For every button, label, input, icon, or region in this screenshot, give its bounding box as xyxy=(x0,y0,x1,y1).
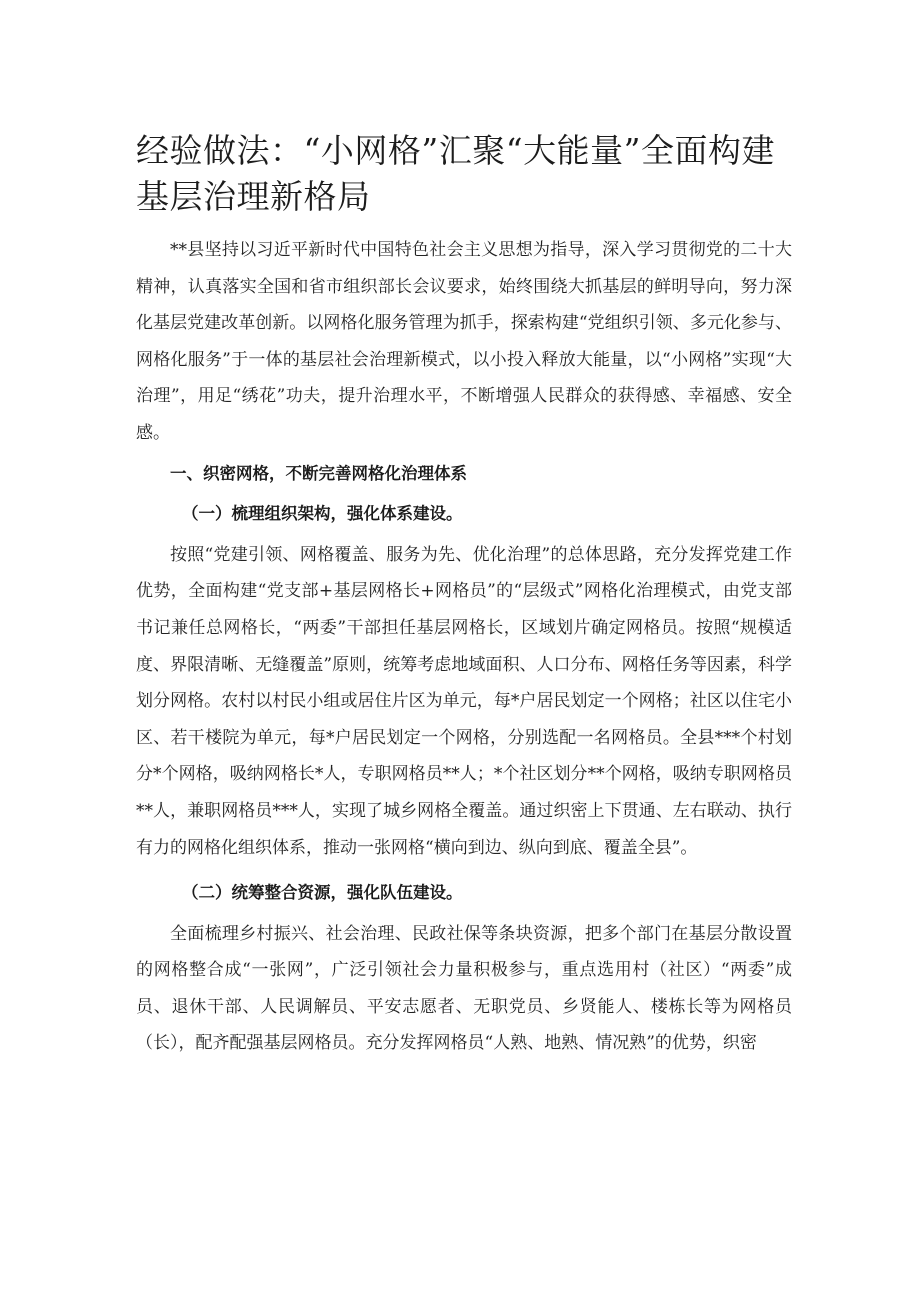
subsection-heading-2: （二）统筹整合资源，强化队伍建设。 xyxy=(182,883,463,903)
subsection-paragraph-1: 按照“党建引领、网格覆盖、服务为先、优化治理”的总体思路，充分发挥党建工作优势，全面构建“党支部+基层网格长+网格员”的“层级式”网格化治理模式，由党支部书记兼任总网格长，“两委”干部担任基层网格长，区域划片确定网格员。按照“规模适度、界限清晰、无缝覆盖”原则，统筹考虑地域面积、人口分布、网格任务等因素，科学划分网格。农村以村民小组或居住片区为单元，每*户居民划定一个网格；社区以住宅小区、若干楼院为单元，每*户居民划定一个网格，分别选配一名网格员。全县***个村划分*个网格，吸纳网格长*人，专职网格员**人；*个社区划分**个网格，吸纳专职网格员**人，兼职网格员***人，实现了城乡网格全覆盖。通过织密上下贯通、左右联动、执行有力的网格化组织体系，推动一张网格“横向到边、纵向到底、覆盖全县”。 xyxy=(136,544,792,858)
document-title: 经验做法：“小网格”汇聚“大能量”全面构建基层治理新格局 xyxy=(136,131,775,216)
intro-paragraph: **县坚持以习近平新时代中国特色社会主义思想为指导，深入学习贯彻党的二十大精神，认真落实全国和省市组织部长会议要求，始终围绕大抓基层的鲜明导向，努力深化基层党建改革创新。以网格化服务管理为抓手，探索构建“党组织引领、多元化参与、网格化服务”于一体的基层社会治理新模式，以小投入释放大能量，以“小网格”实现“大治理”，用足“绣花”功夫，提升治理水平，不断增强人民群众的获得感、幸福感、安全感。 xyxy=(136,240,792,443)
subsection-paragraph-2: 全面梳理乡村振兴、社会治理、民政社保等条块资源，把多个部门在基层分散设置的网格整合成“一张网”，广泛引领社会力量积极参与，重点选用村（社区）“两委”成员、退休干部、人民调解员、平安志愿者、无职党员、乡贤能人、楼栋长等为网格员（长），配齐配强基层网格员。充分发挥网格员“人熟、地熟、情况熟”的优势，织密 xyxy=(136,923,792,1054)
spacer xyxy=(136,866,792,875)
section-heading-1: 一、织密网格，不断完善网格化治理体系 xyxy=(170,463,467,483)
subsection-heading-1: （一）梳理组织架构，强化体系建设。 xyxy=(182,504,463,524)
document-body xyxy=(136,232,792,1062)
